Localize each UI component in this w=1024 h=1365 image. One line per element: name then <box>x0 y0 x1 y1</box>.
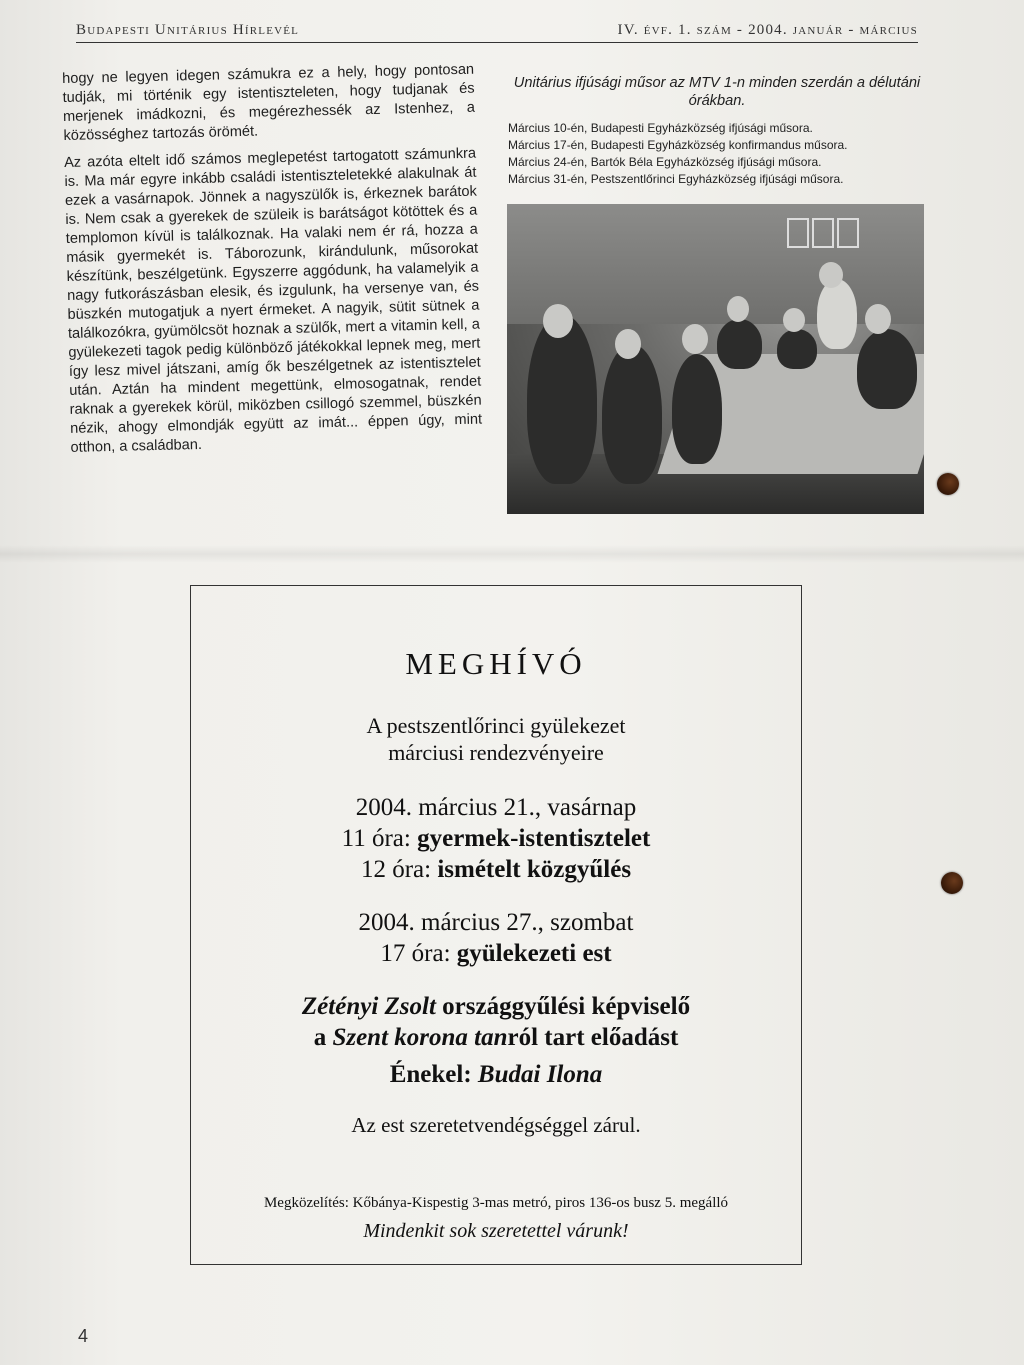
issue-info: IV. évf. 1. szám - 2004. január - március <box>617 22 918 38</box>
access-info: Megközelítés: Kőbánya-Kispestig 3-mas metró, piros 136-os busz 5. megálló Mindenkit sok szeretettel várunk! <box>191 1195 801 1243</box>
singer-info: Énekel: Budai Ilona <box>389 1061 603 1088</box>
group-photo <box>507 204 924 514</box>
wall-picture <box>812 218 834 248</box>
punch-hole <box>937 473 959 495</box>
closing-note: Az est szeretetvendégséggel zárul. <box>351 1113 641 1137</box>
list-item: Március 31-én, Pestszentlőrinci Egyházközség ifjúsági műsora. <box>508 172 844 186</box>
youth-program-list <box>508 120 926 188</box>
event-1 <box>191 792 801 885</box>
invitation-box <box>190 585 802 1265</box>
paper-fold <box>0 545 1024 563</box>
article-column <box>62 61 483 466</box>
wall-picture <box>787 218 809 248</box>
newsletter-title: Budapesti Unitárius Hírlevél <box>76 22 300 38</box>
youth-program-box <box>508 74 926 188</box>
event-item: 12 óra: ismételt közgyűlés <box>360 856 632 883</box>
article-paragraph: hogy ne legyen idegen számukra ez a hely, hogy pontosan tudják, mi történik egy istentiszteleten, hogy tudjanak és merjenek imádkozni, és megérezhessék az Istenhez, a közösséghez tartozás örömét. <box>62 61 476 144</box>
youth-program-title: Unitárius ifjúsági műsor az MTV 1-n minden szerdán a délutáni órákban. <box>513 75 921 109</box>
event-2 <box>191 907 801 969</box>
event-date: 2004. március 21., vasárnap <box>355 794 637 821</box>
list-item: Március 24-én, Bartók Béla Egyházközség ifjúsági műsora. <box>508 155 822 169</box>
invitation-title: MEGHÍVÓ <box>405 646 587 681</box>
event-item: 17 óra: gyülekezeti est <box>380 940 612 967</box>
page-number: 4 <box>78 1326 89 1346</box>
event-date: 2004. március 27., szombat <box>358 909 634 936</box>
invitation-intro: A pestszentlőrinci gyülekezet márciusi rendezvényeire <box>366 713 626 765</box>
list-item: Március 17-én, Budapesti Egyházközség konfirmandus műsora. <box>508 138 848 152</box>
punch-hole <box>941 872 963 894</box>
article-paragraph: Az azóta eltelt idő számos meglepetést tartogatott számunkra is. Ma már egyre inkább családi istentiszteletekké alakulnak át ezek a vasárnapok. Jönnek a nagyszülők is, érkeznek barátok is. Nem csak a gyerekek de szüleik is barátságot kötöttek és a templomon kívül is találkoznak. Ha valaki nem ér rá, hozza a másik gyermekét is. Táborozunk, kirándulunk, műsorokat készítünk, beszélgetünk. Egyszerre aggódunk, ha valamelyik a nagy futkorászásban elesik, és izgulunk, ha versenye van, és büszkén mutogatjuk a nyert érmeket. A nagyik, sütit sütnek a találkozókra, gyümölcsöt hoznak a szülők, mert a vitamin kell, a gyülekezeti tagok pedig különböző játékokkal lepnek meg, mert így lesz mivel játszani, amíg ők beszélgetnek az istentisztelet után. Aztán ha mindent megettünk, elmosogatnak, rendet raknak a gyerekek körül, miközben csillogó szemmel, büszkén nézik, ahogy elmondják együtt az imát... éppen úgy, mint otthon, a családban. <box>63 145 483 456</box>
page-header <box>76 16 918 43</box>
welcome-line: Mindenkit sok szeretettel várunk! <box>363 1220 629 1242</box>
event-item: 11 óra: gyermek-istentisztelet <box>341 825 651 852</box>
list-item: Március 10-én, Budapesti Egyházközség ifjúsági műsora. <box>508 121 813 135</box>
lecture-info: Zétényi Zsolt országgyűlési képviselő a Szent korona tanról tart előadást Énekel: Budai Ilona <box>191 991 801 1090</box>
wall-picture <box>837 218 859 248</box>
